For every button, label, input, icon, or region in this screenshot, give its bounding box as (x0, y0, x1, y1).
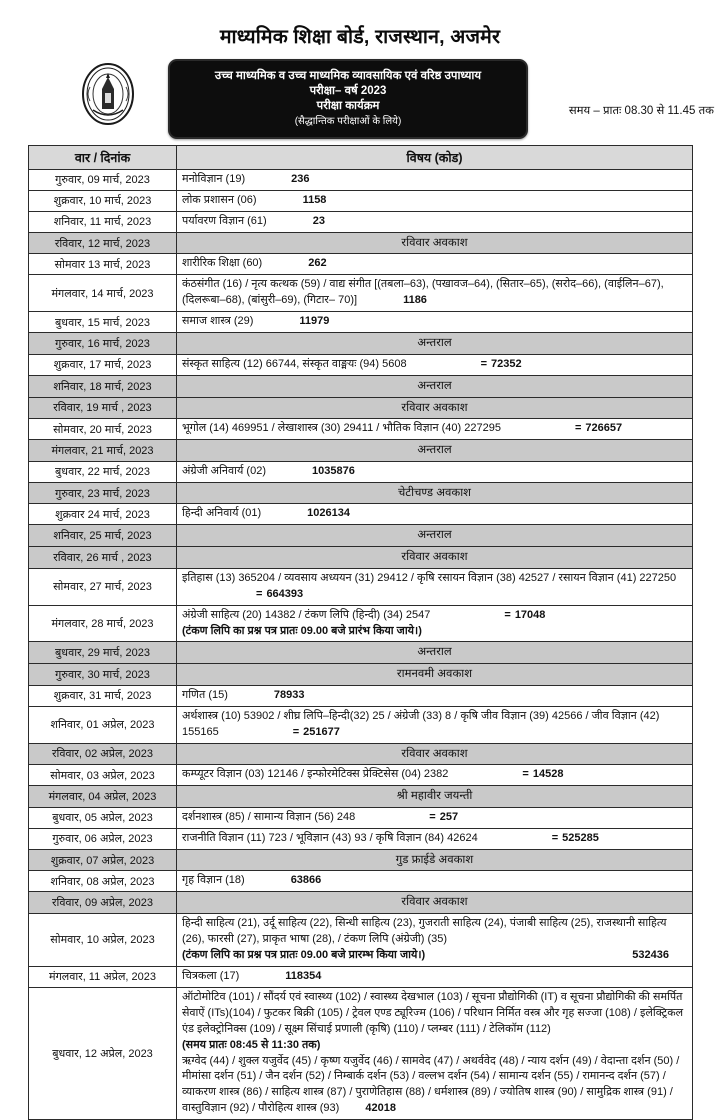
table-row (29, 786, 693, 808)
table-row (29, 685, 693, 706)
row-date: शुक्रवार, 17 मार्च, 2023 (29, 354, 177, 375)
subject-text-secondary: ऋग्वेद (44) / शुक्ल यजुर्वेद (45) / कृष्ण यजुर्वेद (46) / सामवेद (47) / अथर्ववेद (48) / न्याय दर्शन (49) / वेदान्ता दर्शन (50) / मीमांसा दर्शन (51) / जैन दर्शन (52) / निम्बार्क दर्शन (53) / वल्लभ दर्शन (54) / सामान्य दर्शन (55) / रामानन्द दर्शन (57) / व्याकरण शास्त्र (86) / साहित्य शास्त्र (87) / पुराणेतिहास (88) / धर्मशास्त्र (89) / ज्योतिष शास्त्र (90) / सामुद्रिक शास्त्र (91) / वास्तुविज्ञान (92) / पौरोहित्य शास्त्र (93) 42018 (182, 1054, 680, 1115)
row-subject (177, 706, 693, 743)
table-row (29, 664, 693, 686)
subject-text: लोक प्रशासन (06) 1158 (182, 193, 327, 206)
table-row (29, 642, 693, 664)
row-subject (177, 605, 693, 642)
subject-count: 63866 (290, 874, 322, 887)
row-date: गुरुवार, 09 मार्च, 2023 (29, 170, 177, 191)
subject-text: हिन्दी अनिवार्य (01) 1026134 (182, 507, 350, 520)
plate-line-1: उच्च माध्यमिक व उच्च माध्यमिक व्यावसायिक एवं वरिष्ठ उपाध्याय (214, 70, 482, 82)
subject-count: 236 (291, 173, 310, 185)
subject-text: शारीरिक शिक्षा (60) 262 (182, 257, 327, 270)
row-subject: अन्तराल (177, 375, 693, 397)
subject-count-secondary: 42018 (365, 1102, 396, 1115)
row-subject (177, 987, 693, 1120)
row-date: शनिवार, 18 मार्च, 2023 (29, 375, 177, 397)
table-row (29, 828, 693, 849)
table-row (29, 190, 693, 211)
exam-title-plate (168, 59, 528, 139)
subject-total: 257 (439, 810, 459, 823)
subject-text: दर्शनशास्त्र (85) / सामान्य विज्ञान (56) 248 = 257 (182, 810, 459, 823)
plate-line-2: परीक्षा– वर्ष 2023 (309, 85, 387, 98)
row-subject (177, 354, 693, 375)
subject-total: 525285 (562, 831, 599, 844)
row-date: बुधवार, 05 अप्रेल, 2023 (29, 807, 177, 828)
row-subject (177, 312, 693, 333)
row-subject (177, 828, 693, 849)
row-subject (177, 765, 693, 786)
subject-count: 1186 (403, 294, 427, 307)
row-subject: अन्तराल (177, 333, 693, 355)
subject-text: हिन्दी साहित्य (21), उर्दू साहित्य (22), सिन्धी साहित्य (23), गुजराती साहित्य (24), पंजाबी साहित्य (25), राजस्थानी साहित्य (26), फारसी (27), प्राकृत भाषा (28), / टंकण लिपि (अंग्रेजी) (35) (182, 917, 667, 945)
row-subject: चेटीचण्ड अवकाश (177, 482, 693, 504)
row-subject (177, 190, 693, 211)
subject-total: 664393 (266, 587, 304, 600)
table-row (29, 312, 693, 333)
subject-count: 1035876 (312, 464, 355, 477)
subject-total: 72352 (491, 357, 522, 370)
equals-sign: = (256, 587, 263, 600)
row-subject (177, 966, 693, 987)
row-subject (177, 807, 693, 828)
row-date: मंगलवार, 04 अप्रेल, 2023 (29, 786, 177, 808)
subject-count: 1026134 (307, 507, 350, 520)
exam-time-note: समय – प्रातः 08.30 से 11.45 तक (568, 105, 714, 117)
table-row (29, 461, 693, 482)
row-date: सोमवार, 03 अप्रेल, 2023 (29, 765, 177, 786)
subject-text: कंठसंगीत (16) / नृत्य कत्थक (59) / वाद्य संगीत [(तबला–63), (पखावज–64), (सितार–65), (सरोद–66), (वाईलिन–67), (दिलरूबा–68), (बांसुरी–69), (गिटार– 70)] 1186 (182, 278, 664, 307)
row-date: रविवार, 12 मार्च, 2023 (29, 232, 177, 254)
row-note: (टंकण लिपि का प्रश्न पत्र प्रातः 09.00 बजे प्रारम्भ किया जाये।) 532436 (182, 948, 687, 964)
subject-text: अंग्रेजी अनिवार्य (02) 1035876 (182, 464, 355, 477)
row-date: रविवार, 19 मार्च , 2023 (29, 397, 177, 419)
subject-text: ऑटोमोटिव (101) / सौंदर्य एवं स्वास्थ्य (102) / स्वास्थ्य देखभाल (103) / सूचना प्रौद्योगिकी (IT) व सूचना प्रौद्योगिकी की समर्पित सेवाऐं (ITs)(104) / फुटकर बिक्री (105) / ट्रेवल एण्ड ट्यूरिज्म (106) / परिधान निर्मित वस्त्र और गृह सज्जा (108) / इलेक्ट्रिकल एंड इलेक्ट्रोनिक्स (109) / सूक्ष्म सिंचाई प्रणाली (कृषि) (110) / प्लम्बर (111) / टेलिकॉम (112) (182, 990, 684, 1035)
table-row (29, 397, 693, 419)
table-row (29, 547, 693, 569)
table-row (29, 892, 693, 914)
equals-sign: = (292, 725, 300, 738)
row-subject: रविवार अवकाश (177, 892, 693, 914)
subject-text: अर्थशास्त्र (10) 53902 / शीघ्र लिपि–हिन्दी(32) 25 / अंग्रेजी (33) 8 / कृषि जीव विज्ञान (39) 42566 / जीव विज्ञान (42) 155165 = 251677 (182, 709, 660, 738)
table-row (29, 605, 693, 642)
row-subject: रविवार अवकाश (177, 397, 693, 419)
table-row (29, 807, 693, 828)
table-row (29, 440, 693, 462)
row-date: शनिवार, 11 मार्च, 2023 (29, 211, 177, 232)
row-date: बुधवार, 29 मार्च, 2023 (29, 642, 177, 664)
header-zone (0, 59, 720, 139)
table-row (29, 482, 693, 504)
subject-text: भूगोल (14) 469951 / लेखाशास्त्र (30) 29411 / भौतिक विज्ञान (40) 227295 = 726657 (182, 422, 623, 435)
row-subject: रामनवमी अवकाश (177, 664, 693, 686)
row-date: बुधवार, 12 अप्रेल, 2023 (29, 987, 177, 1120)
table-row (29, 419, 693, 440)
subject-total: 14528 (532, 768, 564, 781)
subject-count: 262 (308, 257, 327, 270)
row-date: सोमवार, 27 मार्च, 2023 (29, 568, 177, 605)
row-note: (समय प्रातः 08:45 से 11:30 तक) (182, 1038, 321, 1051)
column-header-subject: विषय (कोड) (177, 146, 693, 170)
subject-text: कम्प्यूटर विज्ञान (03) 12146 / इन्फोरमेटिक्स प्रेक्टिसेस (04) 2382 = 14528 (182, 768, 564, 781)
row-date: रविवार, 02 अप्रेल, 2023 (29, 743, 177, 765)
row-date: सोमवार 13 मार्च, 2023 (29, 254, 177, 275)
row-subject (177, 461, 693, 482)
subject-total: 726657 (585, 422, 623, 435)
equals-sign: = (574, 422, 582, 435)
row-date: गुरुवार, 06 अप्रेल, 2023 (29, 828, 177, 849)
row-date: गुरुवार, 30 मार्च, 2023 (29, 664, 177, 686)
row-subject: रविवार अवकाश (177, 547, 693, 569)
table-row (29, 254, 693, 275)
equals-sign: = (551, 831, 559, 844)
exam-schedule-table (28, 145, 693, 1120)
row-note: (टंकण लिपि का प्रश्न पत्र प्रातः 09.00 बजे प्रारंभ किया जाये।) (182, 624, 422, 637)
subject-count: 118354 (285, 969, 322, 982)
schedule-body (29, 170, 693, 1120)
table-row (29, 275, 693, 312)
row-date: शुक्रवार 24 मार्च, 2023 (29, 504, 177, 525)
equals-sign: = (429, 810, 436, 823)
row-subject (177, 170, 693, 191)
table-row (29, 706, 693, 743)
row-date: शुक्रवार, 07 अप्रेल, 2023 (29, 849, 177, 871)
table-row (29, 232, 693, 254)
rbse-emblem-icon (80, 63, 136, 125)
subject-text: गणित (15) 78933 (182, 688, 305, 701)
table-row (29, 849, 693, 871)
row-date: गुरुवार, 23 मार्च, 2023 (29, 482, 177, 504)
board-title: माध्यमिक शिक्षा बोर्ड, राजस्थान, अजमेर (219, 26, 501, 48)
subject-count: 23 (312, 214, 325, 227)
row-subject: रविवार अवकाश (177, 232, 693, 254)
row-subject: श्री महावीर जयन्ती (177, 786, 693, 808)
row-date: बुधवार, 22 मार्च, 2023 (29, 461, 177, 482)
table-header-row (29, 146, 693, 170)
table-row (29, 568, 693, 605)
row-date: शुक्रवार, 10 मार्च, 2023 (29, 190, 177, 211)
subject-text: राजनीति विज्ञान (11) 723 / भूविज्ञान (43) 93 / कृषि विज्ञान (84) 42624 = 525285 (182, 831, 599, 844)
table-row (29, 871, 693, 892)
row-date: सोमवार, 20 मार्च, 2023 (29, 419, 177, 440)
row-date: शनिवार, 25 मार्च, 2023 (29, 525, 177, 547)
plate-line-4: (सैद्धान्तिक परीक्षाओं के लिये) (294, 115, 402, 127)
row-subject (177, 568, 693, 605)
equals-sign: = (522, 768, 529, 781)
row-date: मंगलवार, 14 मार्च, 2023 (29, 275, 177, 312)
table-row (29, 504, 693, 525)
row-date: गुरुवार, 16 मार्च, 2023 (29, 333, 177, 355)
table-row (29, 914, 693, 967)
subject-count: 1158 (302, 193, 327, 206)
row-subject (177, 504, 693, 525)
subject-total: 17048 (514, 608, 546, 621)
row-date: मंगलवार, 21 मार्च, 2023 (29, 440, 177, 462)
row-subject: गुड फ्राईडे अवकाश (177, 849, 693, 871)
row-subject (177, 914, 693, 967)
subject-text: समाज शास्त्र (29) 11979 (182, 315, 330, 328)
subject-text: संस्कृत साहित्य (12) 66744, संस्कृत वाङ्मयः (94) 5608 = 72352 (182, 357, 522, 370)
row-date: शुक्रवार, 31 मार्च, 2023 (29, 685, 177, 706)
subject-text: इतिहास (13) 365204 / व्यवसाय अध्ययन (31) 29412 / कृषि रसायन विज्ञान (38) 42527 / रसायन विज्ञान (41) 227250= 664393 (182, 571, 677, 600)
table-row (29, 375, 693, 397)
row-note-count: 532436 (632, 948, 669, 961)
subject-text: मनोविज्ञान (19) 236 (182, 173, 310, 185)
row-date: शनिवार, 01 अप्रेल, 2023 (29, 706, 177, 743)
table-row (29, 743, 693, 765)
table-row (29, 211, 693, 232)
row-date: रविवार, 26 मार्च , 2023 (29, 547, 177, 569)
table-row (29, 987, 693, 1120)
row-subject (177, 211, 693, 232)
plate-line-3: परीक्षा कार्यक्रम (316, 100, 380, 113)
row-subject (177, 275, 693, 312)
table-row (29, 765, 693, 786)
row-date: सोमवार, 10 अप्रेल, 2023 (29, 914, 177, 967)
table-row (29, 333, 693, 355)
row-subject (177, 685, 693, 706)
row-date: शनिवार, 08 अप्रेल, 2023 (29, 871, 177, 892)
equals-sign: = (504, 608, 511, 621)
row-subject: अन्तराल (177, 642, 693, 664)
row-subject (177, 419, 693, 440)
equals-sign: = (480, 357, 488, 370)
subject-text: गृह विज्ञान (18) 63866 (182, 874, 322, 887)
row-subject (177, 254, 693, 275)
row-date: मंगलवार, 11 अप्रेल, 2023 (29, 966, 177, 987)
row-subject: अन्तराल (177, 440, 693, 462)
column-header-date: वार / दिनांक (29, 146, 177, 170)
row-subject: अन्तराल (177, 525, 693, 547)
subject-count: 78933 (273, 688, 305, 701)
table-row (29, 525, 693, 547)
subject-text: चित्रकला (17) 118354 (182, 969, 322, 982)
table-row (29, 354, 693, 375)
table-row (29, 170, 693, 191)
row-date: मंगलवार, 28 मार्च, 2023 (29, 605, 177, 642)
subject-count: 11979 (299, 315, 330, 328)
row-date: बुधवार, 15 मार्च, 2023 (29, 312, 177, 333)
subject-text: पर्यावरण विज्ञान (61) 23 (182, 214, 325, 227)
schedule-wrapper (0, 145, 720, 1120)
row-subject (177, 871, 693, 892)
subject-total: 251677 (303, 725, 340, 738)
subject-text: अंग्रेजी साहित्य (20) 14382 / टंकण लिपि (हिन्दी) (34) 2547 = 17048 (182, 608, 546, 621)
table-row (29, 966, 693, 987)
row-subject: रविवार अवकाश (177, 743, 693, 765)
row-date: रविवार, 09 अप्रेल, 2023 (29, 892, 177, 914)
